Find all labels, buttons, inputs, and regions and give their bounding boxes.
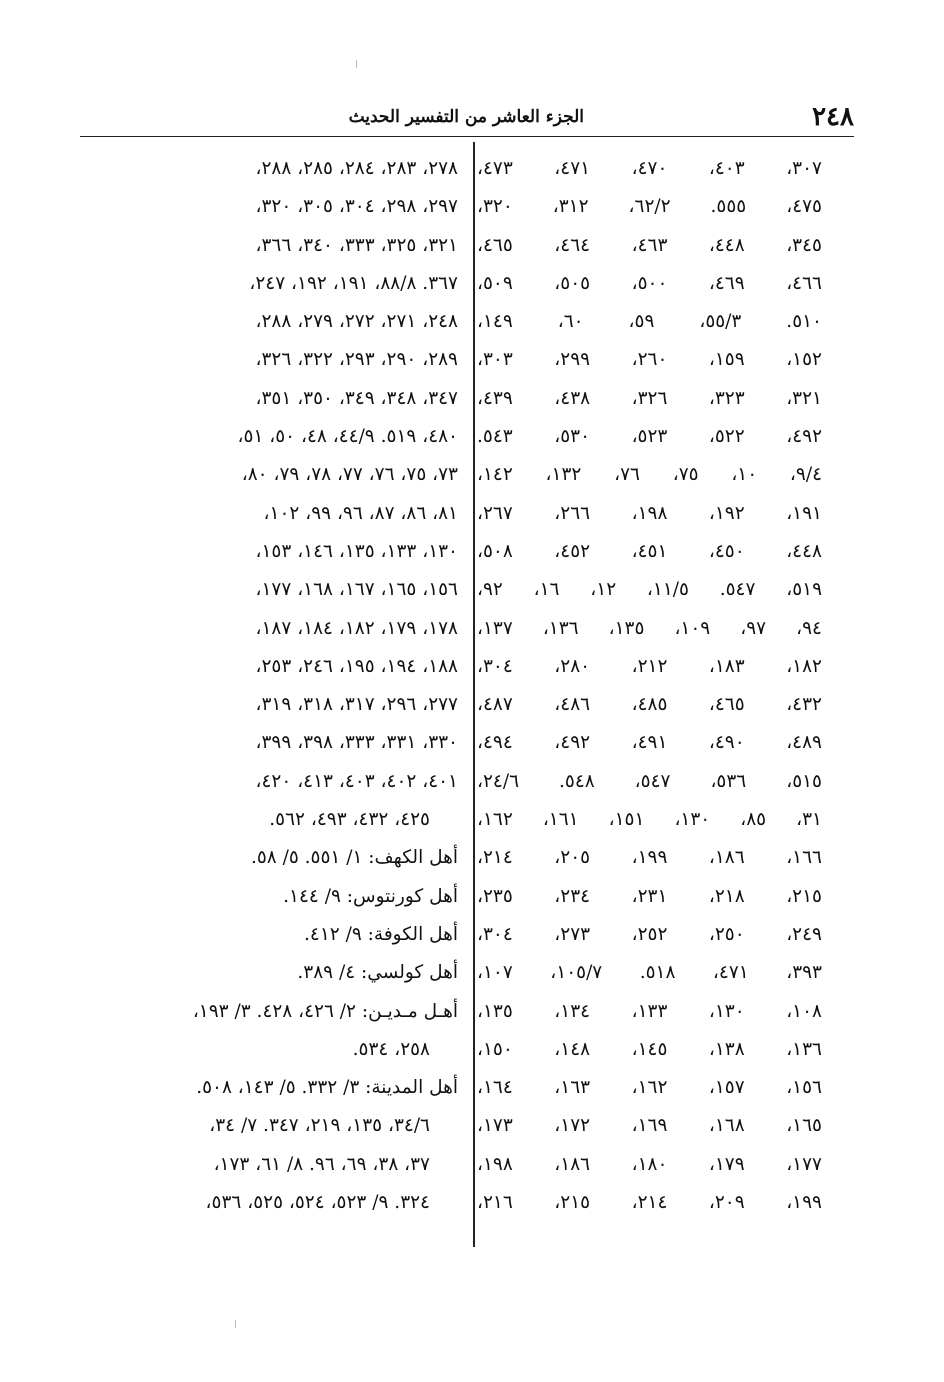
index-line: ٢٤٨، ٢٧١، ٢٧٢، ٢٧٩، ٢٨٨، (255, 311, 458, 333)
index-line: ٢١٥، ٢١٨، ٢٣١، ٢٣٤، ٢٣٥، (477, 885, 822, 907)
index-line: ١٨٨، ١٩٤، ١٩٥، ٢٤٦، ٢٥٣، (255, 655, 458, 677)
index-line: ٤٩٢، ٥٢٢، ٥٢٣، ٥٣٠، ٥٤٣. (477, 426, 822, 448)
index-line: ١٩٩، ٢٠٩، ٢١٤، ٢١٥، ٢١٦، (477, 1192, 822, 1214)
index-line: ٣٧، ٣٨، ٦٩، ٩٦. ٨/ ٦١، ١٧٣، (213, 1153, 430, 1175)
page-header (80, 100, 854, 137)
index-line: ٣٢٤. ٩/ ٥٢٣، ٥٢٤، ٥٢٥، ٥٣٦، (205, 1192, 430, 1214)
index-line: ١٩١، ١٩٢، ١٩٨، ٢٦٦، ٢٦٧، (477, 502, 822, 524)
page-number: ٢٤٨ (812, 102, 854, 132)
column-divider (473, 142, 475, 1247)
index-line: ٣٦٧. ٨٨/٨، ١٩١، ١٩٢، ٢٤٧، (249, 272, 458, 294)
index-line: ٩/٤، ١٠، ٧٥، ٧٦، ١٣٢، ١٤٢، (477, 464, 822, 486)
index-line: ٤٣٢، ٤٦٥، ٤٨٥، ٤٨٦، ٤٨٧، (477, 694, 822, 716)
index-line: ٣٠٧، ٤٠٣، ٤٧٠، ٤٧١، ٤٧٣، (477, 158, 822, 179)
index-line: ٤٤٨، ٤٥٠، ٤٥١، ٤٥٢، ٥٠٨، (477, 540, 822, 562)
index-line: ٩٤، ٩٧، ١٠٩، ١٣٥، ١٣٦، ١٣٧، (477, 617, 822, 639)
index-line: ١٦٥، ١٦٨، ١٦٩، ١٧٢، ١٧٣، (477, 1115, 822, 1137)
index-line: ١٥٦، ١٥٧، ١٦٢، ١٦٣، ١٦٤، (477, 1077, 822, 1099)
margin-mark (356, 60, 357, 68)
index-line: ١٥٦، ١٦٥، ١٦٧، ١٦٨، ١٧٧، (255, 579, 458, 601)
index-line: ٣١، ٨٥، ١٣٠، ١٥١، ١٦١، ١٦٢، (477, 809, 822, 831)
margin-mark (235, 1320, 236, 1328)
index-line: ٢٧٨، ٢٨٣، ٢٨٤، ٢٨٥، ٢٨٨، (255, 158, 458, 179)
index-line: ٥١٩، ٥٤٧. ١١/٥، ١٢، ١٦، ٩٢، (477, 579, 822, 601)
running-title: الجزء العاشر من التفسير الحديث (348, 107, 584, 127)
index-line: ١٣٦، ١٣٨، ١٤٥، ١٤٨، ١٥٠، (477, 1038, 822, 1060)
index-line: ٣٩٣، ٤٧١، ٥١٨. ١٠٥/٧، ١٠٧، (477, 962, 822, 984)
index-line: ٨١، ٨٦، ٨٧، ٩٦، ٩٩، ١٠٢، (263, 502, 458, 524)
index-line: أهل كورنتوس: ٩/ ١٤٤. (283, 885, 458, 907)
index-line: أهل الكهف: ١/ ٥٥١. ٥/ ٥٨. (250, 847, 458, 869)
index-line: ٤٧٥، ٥٥٥. ٦٢/٢، ٣١٢، ٣٢٠، (477, 196, 822, 218)
index-line: ١٧٧، ١٧٩، ١٨٠، ١٨٦، ١٩٨، (477, 1153, 822, 1175)
index-column-left (102, 150, 458, 1222)
index-line: ٢٩٧، ٢٩٨، ٣٠٤، ٣٠٥، ٣٢٠، (255, 196, 458, 218)
index-line: ١٠٨، ١٣٠، ١٣٣، ١٣٤، ١٣٥، (477, 1000, 822, 1022)
index-line: ٢٧٧، ٢٩٦، ٣١٧، ٣١٨، ٣١٩، (255, 694, 458, 716)
index-line: ٣٤٧، ٣٤٨، ٣٤٩، ٣٥٠، ٣٥١، (255, 387, 458, 409)
index-line: ٧٣، ٧٥، ٧٦، ٧٧، ٧٨، ٧٩، ٨٠، (241, 464, 458, 486)
index-line: ١٣٠، ١٣٣، ١٣٥، ١٤٦، ١٥٣، (255, 540, 458, 562)
index-line: ٤٦٦، ٤٦٩، ٥٠٠، ٥٠٥، ٥٠٩، (477, 272, 822, 294)
index-line: أهل كولسي: ٤/ ٣٨٩. (297, 962, 458, 984)
index-line: ٥١٥، ٥٣٦، ٥٤٧، ٥٤٨. ٢٤/٦، (477, 770, 822, 792)
index-line: ٤٠١، ٤٠٢، ٤٠٣، ٤١٣، ٤٢٠، (255, 770, 458, 792)
index-line: أهل المدينة: ٣/ ٣٣٢. ٥/ ١٤٣، ٥٠٨. (196, 1077, 458, 1099)
index-line: ٥١٠. ٥٥/٣، ٥٩، ٦٠، ١٤٩، (477, 311, 822, 333)
index-line: ٤٨٠، ٥١٩. ٤٤/٩، ٤٨، ٥٠، ٥١، (237, 426, 458, 448)
index-line: ٢٤٩، ٢٥٠، ٢٥٢، ٢٧٣، ٣٠٤، (477, 923, 822, 945)
index-line: أهل الكوفة: ٩/ ٤١٢. (304, 923, 458, 945)
index-line: ٢٨٩، ٢٩٠، ٢٩٣، ٣٢٢، ٣٢٦، (255, 349, 458, 371)
index-line: ١٥٢، ١٥٩، ٢٦٠، ٢٩٩، ٣٠٣، (477, 349, 822, 371)
index-line: أهـل مـديـن: ٢/ ٤٢٦، ٤٢٨. ٣/ ١٩٣، (192, 1000, 458, 1022)
index-line: ٤٨٩، ٤٩٠، ٤٩١، ٤٩٢، ٤٩٤، (477, 732, 822, 754)
index-line: ٣٢١، ٣٢٣، ٣٢٦، ٤٣٨، ٤٣٩، (477, 387, 822, 409)
index-line: ١٨٢، ١٨٣، ٢١٢، ٢٨٠، ٣٠٤، (477, 655, 822, 677)
index-line: ٣٤/٦، ١٣٥، ٢١٩، ٣٤٧. ٧/ ٣٤، (209, 1115, 430, 1137)
index-column-right (477, 150, 822, 1222)
index-line: ٣٢١، ٣٢٥، ٣٣٣، ٣٤٠، ٣٦٦، (255, 234, 458, 256)
index-line: ٣٣٠، ٣٣١، ٣٣٣، ٣٩٨، ٣٩٩، (255, 732, 458, 754)
index-line: ٤٢٥، ٤٣٢، ٤٩٣، ٥٦٢. (269, 809, 430, 831)
index-line: ٣٤٥، ٤٤٨، ٤٦٣، ٤٦٤، ٤٦٥، (477, 234, 822, 256)
index-line: ١٦٦، ١٨٦، ١٩٩، ٢٠٥، ٢١٤، (477, 847, 822, 869)
index-line: ١٧٨، ١٧٩، ١٨٢، ١٨٤، ١٨٧، (255, 617, 458, 639)
index-line: ٢٥٨، ٥٣٤. (352, 1038, 430, 1060)
